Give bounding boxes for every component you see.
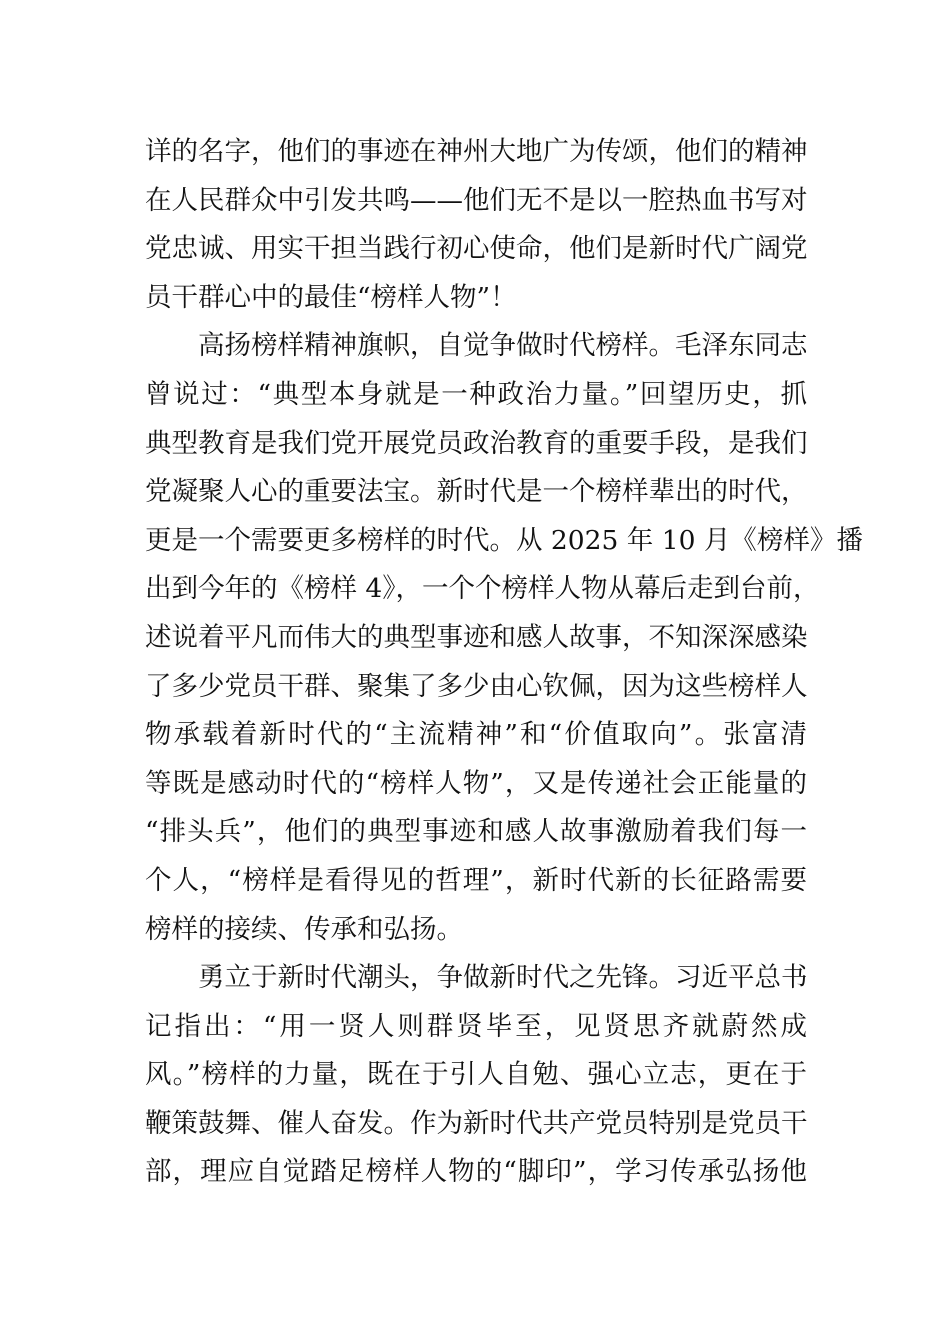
text-line: 在人民群众中引发共鸣——他们无不是以一腔热血书写对 (145, 184, 808, 216)
text-line: 风。”榜样的力量，既在于引人自勉、强心立志，更在于 (145, 1059, 807, 1091)
text-line: 榜样的接续、传承和弘扬。 (145, 913, 463, 945)
text-line: 鞭策鼓舞、催人奋发。作为新时代共产党员特别是党员干 (145, 1107, 808, 1139)
text-line: 出到今年的《榜样 4》，一个个榜样人物从幕后走到台前， (145, 573, 820, 605)
text-line: 党凝聚人心的重要法宝。新时代是一个榜样辈出的时代， (145, 476, 808, 508)
text-line: 等既是感动时代的“榜样人物”，又是传递社会正能量的 (145, 767, 807, 799)
text-line: 记指出：“用一贤人则群贤毕至，见贤思齐就蔚然成 (145, 1010, 807, 1042)
document-page (145, 128, 863, 1197)
text-line: 典型教育是我们党开展党员政治教育的重要手段，是我们 (145, 427, 808, 459)
text-line: 部，理应自觉踏足榜样人物的“脚印”，学习传承弘扬他 (145, 1156, 807, 1188)
text-line: “排头兵”，他们的典型事迹和感人故事激励着我们每一 (145, 816, 807, 848)
paragraph-first-line: 勇立于新时代潮头，争做新时代之先锋。习近平总书 (198, 962, 808, 994)
text-line: 更是一个需要更多榜样的时代。从 2025 年 10 月《榜样》播 (145, 524, 863, 556)
text-line: 详的名字，他们的事迹在神州大地广为传颂，他们的精神 (145, 136, 808, 167)
text-line: 述说着平凡而伟大的典型事迹和感人故事，不知深深感染 (145, 621, 808, 653)
text-line: 党忠诚、用实干担当践行初心使命，他们是新时代广阔党 (145, 233, 808, 265)
text-line: 物承载着新时代的“主流精神”和“价值取向”。张富清 (145, 719, 807, 751)
paragraph-first-line: 高扬榜样精神旗帜，自觉争做时代榜样。毛泽东同志 (198, 330, 808, 362)
text-line: 曾说过：“典型本身就是一种政治力量。”回望历史，抓 (145, 378, 807, 410)
text-line: 员干群心中的最佳“榜样人物”！ (145, 281, 517, 313)
text-line: 了多少党员干群、聚集了多少由心钦佩，因为这些榜样人 (145, 670, 808, 702)
text-line: 个人，“榜样是看得见的哲理”，新时代新的长征路需要 (145, 864, 807, 896)
